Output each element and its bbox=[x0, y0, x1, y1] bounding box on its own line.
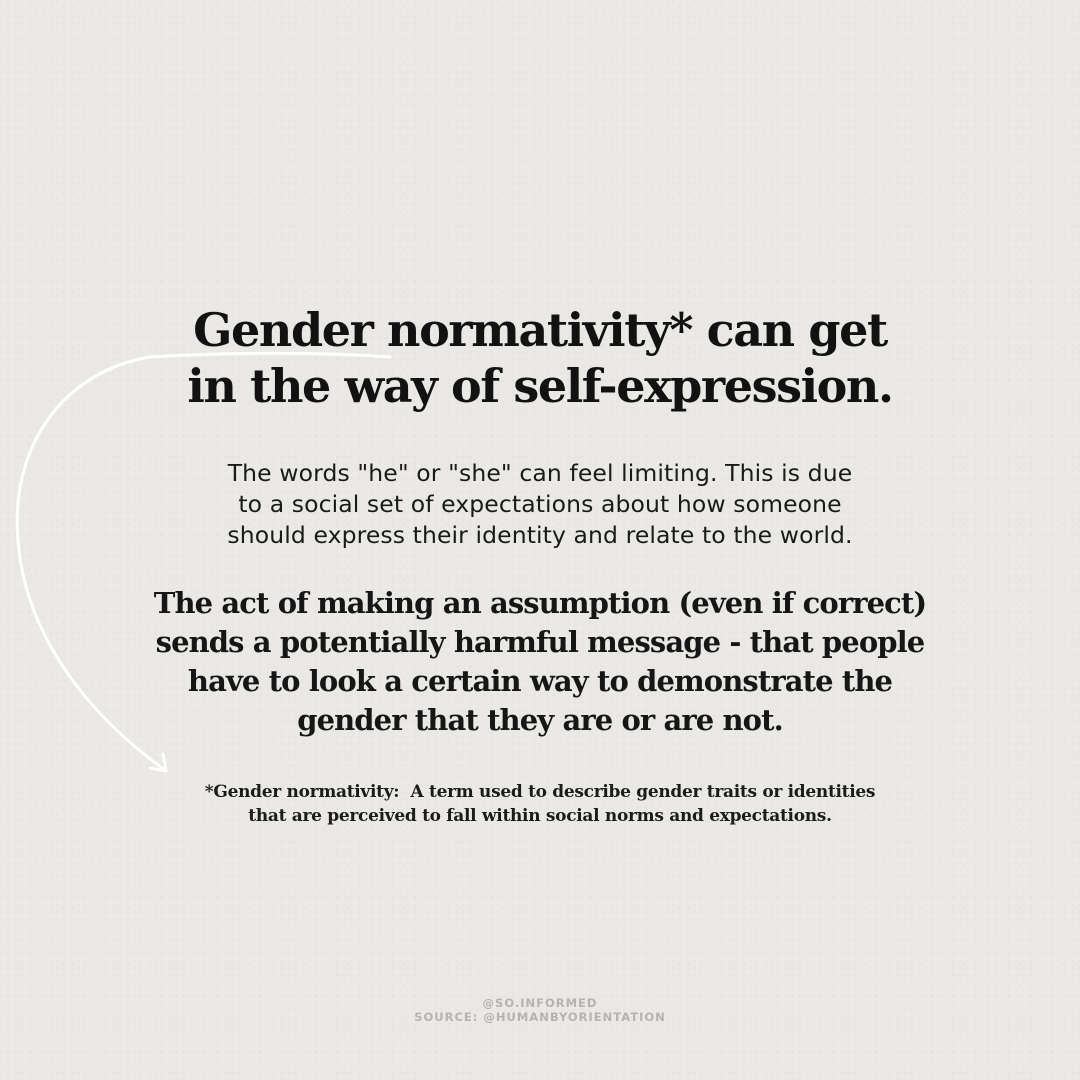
intro-line-1: The words "he" or "she" can feel limiting. This is due bbox=[227, 459, 853, 487]
credits bbox=[340, 996, 740, 1024]
headline-line-1: Gender normativity* can get bbox=[193, 303, 887, 357]
intro-line-3: should express their identity and relate to the world. bbox=[227, 521, 853, 549]
account-handle: @SO.INFORMED bbox=[482, 996, 598, 1010]
headline-line-2: in the way of self-expression. bbox=[187, 359, 893, 413]
footnote-line-1: *Gender normativity: A term used to describe gender traits or identities bbox=[204, 782, 876, 802]
footnote-line-2: that are perceived to fall within social norms and expectations. bbox=[248, 806, 832, 826]
emphasis-line-1: The act of making an assumption (even if correct) bbox=[153, 586, 927, 620]
emphasis-line-3: have to look a certain way to demonstrate the bbox=[187, 664, 893, 698]
intro-line-2: to a social set of expectations about how someone bbox=[238, 490, 842, 518]
headline bbox=[120, 302, 960, 414]
emphasis-line-4: gender that they are or are not. bbox=[297, 703, 783, 737]
emphasis-paragraph bbox=[130, 584, 950, 740]
intro-paragraph bbox=[140, 458, 940, 551]
emphasis-line-2: sends a potentially harmful message - that people bbox=[155, 625, 925, 659]
definition-footnote bbox=[150, 780, 930, 828]
source-credit: SOURCE: @HUMANBYORIENTATION bbox=[414, 1010, 666, 1024]
